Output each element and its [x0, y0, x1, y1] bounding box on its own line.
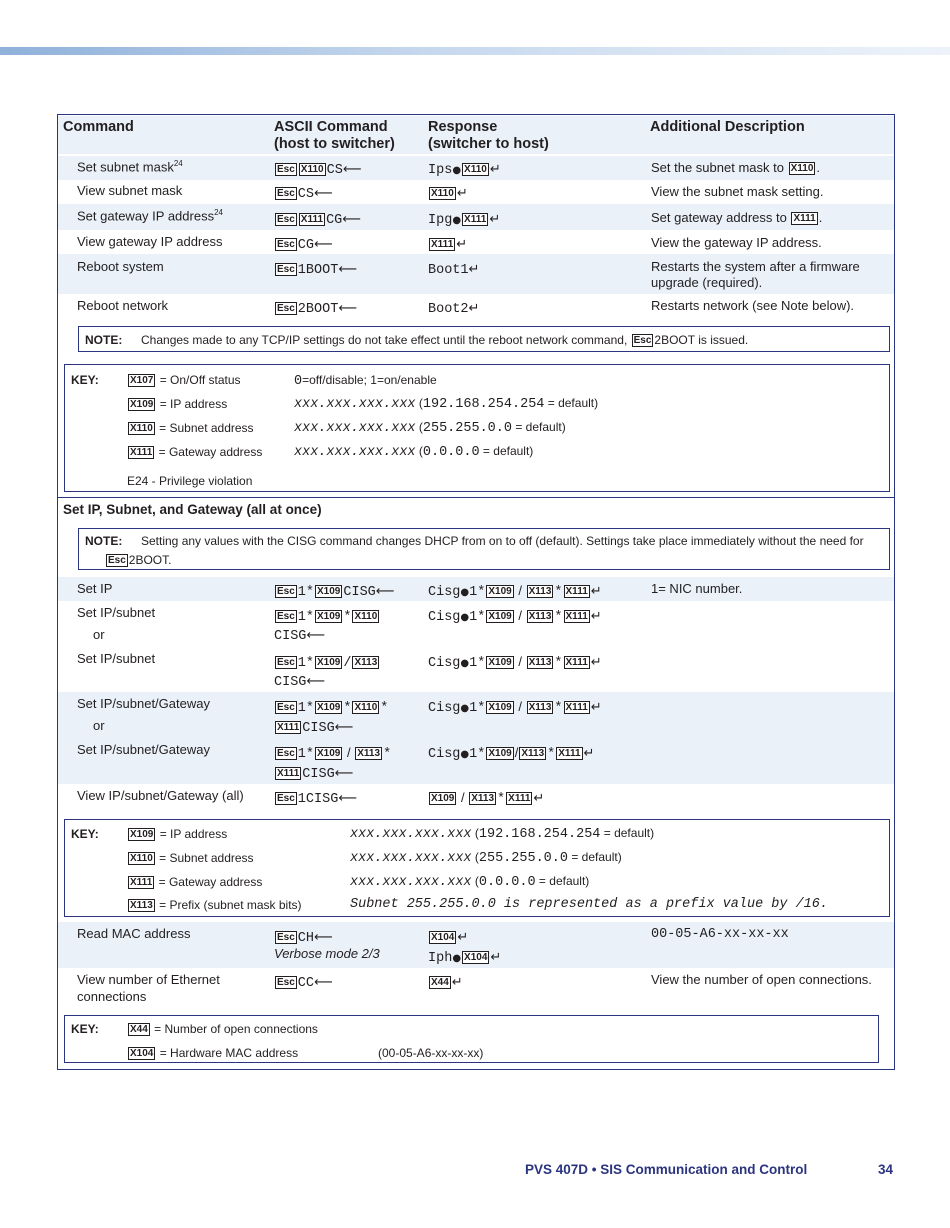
response: Cisg●1* X109 / X113 * X111 ↵: [428, 583, 602, 600]
description: View the gateway IP address.: [651, 235, 822, 250]
command-name: Reboot network: [77, 298, 169, 313]
header-gradient-bar: [0, 47, 950, 55]
key-x111: X111 = Gateway address: [130, 445, 263, 459]
ascii-command-line-2: CISG⟵: [274, 628, 326, 644]
key-label: KEY:: [71, 827, 99, 841]
note-box: [78, 326, 890, 352]
table-row: [58, 180, 894, 204]
response: Cisg●1* X109 / X113 * X111 ↵: [428, 608, 602, 625]
table-row: [58, 738, 894, 784]
description: View the subnet mask setting.: [651, 184, 824, 199]
command-name: Read MAC address: [77, 926, 191, 941]
col-ascii: ASCII Command: [274, 119, 388, 135]
key-box: [64, 1015, 879, 1063]
or-label: or: [93, 718, 105, 733]
ascii-command: Esc CG⟵: [277, 237, 333, 253]
table-row: [58, 230, 894, 254]
response: Boot1↵: [428, 262, 480, 278]
description: Set gateway address to X111 .: [651, 210, 823, 225]
key-x107: X107 = On/Off status: [130, 373, 241, 387]
response: X110 ↵: [431, 186, 468, 201]
ascii-command: Esc 2BOOT⟵: [277, 301, 357, 317]
command-name: View gateway IP address: [77, 234, 223, 249]
ascii-command-line-2: X111 CISG⟵: [277, 720, 354, 736]
description: 00-05-A6-xx-xx-xx: [651, 927, 789, 942]
description: 1= NIC number.: [651, 581, 743, 596]
key-x111-value: xxx.xxx.xxx.xxx (0.0.0.0 = default): [294, 444, 534, 460]
description: Restarts the system after a firmware: [651, 259, 860, 274]
ascii-command: Esc X111 CG⟵: [277, 212, 361, 228]
col-description: Additional Description: [650, 119, 805, 135]
section-title: Set IP, Subnet, and Gateway (all at once): [63, 502, 322, 517]
key-x109-value: xxx.xxx.xxx.xxx (192.168.254.254 = default): [350, 826, 655, 842]
key-box: [64, 819, 890, 917]
error-code: E24 - Privilege violation: [127, 474, 253, 488]
key-x107-value: 0=off/disable; 1=on/enable: [294, 373, 437, 389]
key-label: KEY:: [71, 373, 99, 387]
command-name: View IP/subnet/Gateway (all): [77, 788, 244, 803]
response: X44 ↵: [431, 975, 463, 990]
ascii-command: Esc CS⟵: [277, 186, 333, 202]
ascii-command: Esc CH⟵: [277, 930, 333, 946]
table-header: [58, 116, 894, 154]
col-response: Response: [428, 119, 498, 135]
ascii-command-line-2: CISG⟵: [274, 674, 326, 690]
key-x110-value: xxx.xxx.xxx.xxx (255.255.0.0 = default): [350, 850, 622, 866]
response: Cisg●1* X109 / X113 * X111 ↵: [428, 745, 595, 762]
command-name: Set IP/subnet/Gateway: [77, 742, 210, 757]
section-divider: [58, 497, 894, 498]
key-x111: X111 = Gateway address: [130, 875, 263, 889]
key-x111-value: xxx.xxx.xxx.xxx (0.0.0.0 = default): [350, 874, 590, 890]
table-row: [58, 922, 894, 968]
key-x110-value: xxx.xxx.xxx.xxx (255.255.0.0 = default): [294, 420, 566, 436]
ascii-command: Esc 1BOOT⟵: [277, 262, 357, 278]
ascii-command: Esc 1CISG⟵: [277, 791, 357, 807]
response-verbose: Iph● X104 ↵: [428, 950, 502, 966]
key-x110: X110 = Subnet address: [130, 851, 254, 865]
table-row: [58, 204, 894, 230]
response: X109 / X113 * X111 ↵: [431, 790, 545, 807]
page-number: 34: [878, 1162, 894, 1177]
command-name-line-2: connections: [77, 989, 147, 1004]
col-ascii-sub: (host to switcher): [274, 136, 395, 152]
command-name: Reboot system: [77, 259, 164, 274]
key-label: KEY:: [71, 1022, 99, 1036]
response: Ips● X110 ↵: [428, 162, 501, 178]
ascii-command: Esc CC⟵: [277, 975, 333, 991]
table-row: [58, 968, 894, 1008]
ascii-command: Esc 1* X109 CISG⟵: [277, 584, 395, 600]
key-x109: X109 = IP address: [130, 827, 228, 841]
key-x110: X110 = Subnet address: [130, 421, 254, 435]
description-line-2: upgrade (required).: [651, 275, 763, 290]
command-name: Set IP: [77, 581, 113, 596]
note-text: Setting any values with the CISG command changes DHCP from on to off (default). Settings take place immediately without the need for: [141, 534, 864, 548]
ascii-command: Esc 1* X109 / X113: [277, 656, 378, 671]
command-name: Set IP/subnet: [77, 651, 156, 666]
key-x44: X44 = Number of open connections: [130, 1022, 318, 1036]
command-name: Set gateway IP address$^{24}$: [77, 208, 223, 224]
or-label: or: [93, 627, 105, 642]
response: Ipg● X111 ↵: [428, 212, 501, 228]
table-row: [58, 294, 894, 320]
key-x104-value: (00-05-A6-xx-xx-xx): [378, 1046, 484, 1060]
response: Boot2↵: [428, 301, 480, 317]
col-command: Command: [63, 119, 134, 135]
command-name: Set subnet mask$^{24}$: [77, 159, 183, 175]
key-x109: X109 = IP address: [130, 397, 228, 411]
note-label: NOTE:: [85, 534, 123, 548]
key-box: [64, 364, 890, 492]
response: X104 ↵: [431, 930, 469, 945]
command-name: Set IP/subnet: [77, 605, 156, 620]
ascii-command: Esc 1* X109 / X113 *: [277, 745, 392, 762]
table-row: [58, 647, 894, 692]
footer-title: PVS 407D • SIS Communication and Control: [525, 1162, 808, 1177]
command-name: Set IP/subnet/Gateway: [77, 696, 210, 711]
note-text: Changes made to any TCP/IP settings do not take effect until the reboot network command, Esc 2BOOT is issued.: [141, 333, 749, 347]
note-box: [78, 528, 890, 570]
note-text-tail: Esc 2BOOT.: [108, 553, 172, 567]
table-row: [58, 254, 894, 294]
ascii-command: Esc 1* X109 * X110: [277, 610, 378, 625]
response: X111 ↵: [431, 237, 468, 252]
key-x109-value: xxx.xxx.xxx.xxx (192.168.254.254 = default): [294, 396, 599, 412]
command-name: View subnet mask: [77, 183, 183, 198]
response: Cisg●1* X109 / X113 * X111 ↵: [428, 699, 602, 716]
verbose-note: Verbose mode 2/3: [274, 946, 380, 961]
key-x113: X113 = Prefix (subnet mask bits): [130, 898, 302, 912]
response: Cisg●1* X109 / X113 * X111 ↵: [428, 654, 602, 671]
command-name: View number of Ethernet: [77, 972, 220, 987]
description: View the number of open connections.: [651, 972, 872, 987]
table-row: [58, 577, 894, 601]
description: Set the subnet mask to X110 .: [651, 160, 821, 175]
table-row: [58, 784, 894, 812]
table-row: [58, 156, 894, 180]
key-x104: X104 = Hardware MAC address: [130, 1046, 299, 1060]
note-label: NOTE:: [85, 333, 123, 347]
key-x113-value: Subnet 255.255.0.0 is represented as a prefix value by /16.: [350, 897, 828, 912]
ascii-command: Esc 1* X109 * X110 *: [277, 701, 389, 716]
table-row: [58, 692, 894, 738]
table-row: [58, 601, 894, 647]
ascii-command-line-2: X111 CISG⟵: [277, 766, 354, 782]
col-response-sub: (switcher to host): [428, 136, 549, 152]
description: Restarts network (see Note below).: [651, 298, 855, 313]
ascii-command: Esc X110 CS⟵: [277, 162, 362, 178]
